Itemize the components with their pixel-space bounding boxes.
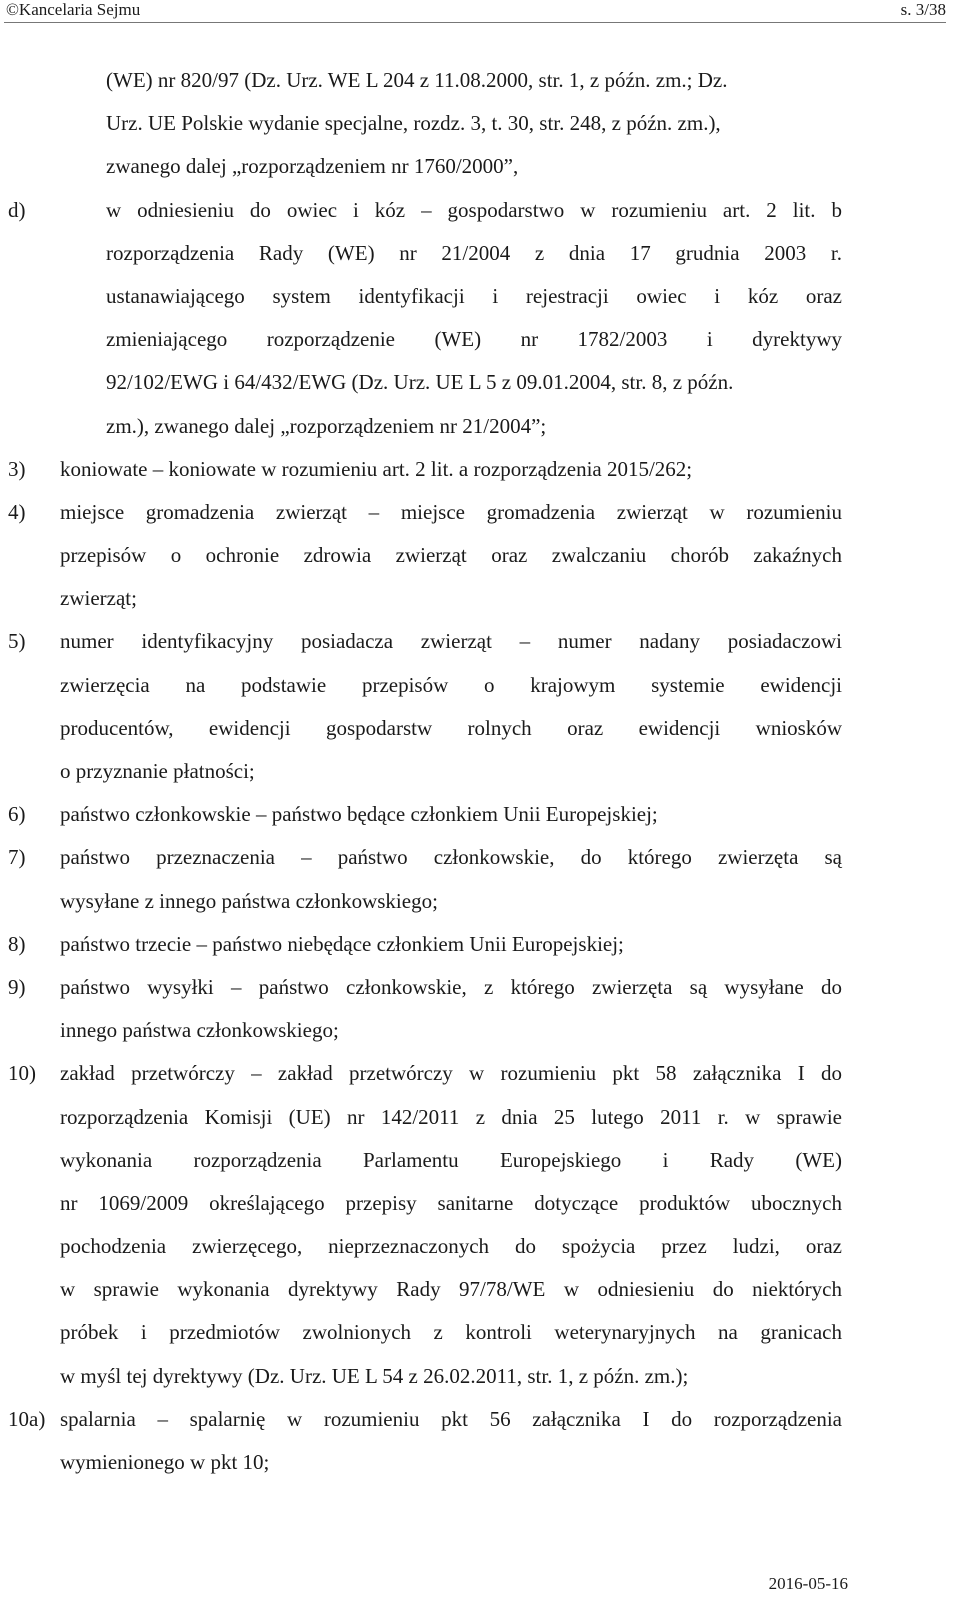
line-text: zmieniającego rozporządzenie (WE) nr 1782/2003 i dyrektywy [106, 327, 842, 352]
text-line [0, 836, 960, 879]
text-line [0, 664, 960, 707]
header-divider [4, 22, 946, 23]
line-text: o przyznanie płatności; [60, 759, 255, 783]
line-text: innego państwa członkowskiego; [60, 1018, 339, 1043]
text-line [0, 1182, 960, 1225]
line-text: zwierzęcia na podstawie przepisów o krajowym systemie ewidencji [60, 672, 842, 697]
line-text: w sprawie wykonania dyrektywy Rady 97/78/WE w odniesieniu do niektórych [60, 1277, 842, 1302]
document-body [0, 59, 960, 1484]
text-line [0, 1225, 960, 1268]
text-line [0, 361, 960, 404]
text-line [0, 275, 960, 318]
text-line [0, 102, 960, 145]
text-line [0, 1441, 960, 1484]
text-line [0, 189, 960, 232]
text-line [0, 1398, 960, 1441]
header-page-number: s. 3/38 [900, 0, 946, 19]
header-source: ©Kancelaria Sejmu [6, 0, 141, 19]
line-text: w myśl tej dyrektywy (Dz. Urz. UE L 54 z 26.02.2011, str. 1, z późn. zm.); [60, 1363, 689, 1388]
footer-date: 2016-05-16 [768, 1574, 848, 1593]
text-line [0, 1096, 960, 1139]
item-label: 9) [8, 974, 26, 999]
text-line [0, 59, 960, 102]
text-line [0, 318, 960, 361]
line-text: zakład przetwórczy – zakład przetwórczy w rozumieniu pkt 58 załącznika I do [60, 1061, 842, 1086]
item-label: d) [8, 197, 26, 222]
text-line [0, 232, 960, 275]
item-label: 3) [8, 456, 26, 481]
item-label: 7) [8, 845, 26, 870]
line-text: wykonania rozporządzenia Parlamentu Europejskiego i Rady (WE) [60, 1147, 842, 1172]
text-line [0, 491, 960, 534]
line-text: producentów, ewidencji gospodarstw rolnych oraz ewidencji wniosków [60, 715, 842, 740]
line-text: spalarnia – spalarnię w rozumieniu pkt 56 załącznika I do rozporządzenia [60, 1406, 842, 1431]
line-text: pochodzenia zwierzęcego, nieprzeznaczonych do spożycia przez ludzi, oraz [60, 1234, 842, 1259]
text-line [0, 1311, 960, 1354]
item-label: 10) [8, 1061, 36, 1086]
line-text: próbek i przedmiotów zwolnionych z kontroli weterynaryjnych na granicach [60, 1320, 842, 1345]
line-text: nr 1069/2009 określającego przepisy sanitarne dotyczące produktów ubocznych [60, 1190, 842, 1215]
line-text: rozporządzenia Rady (WE) nr 21/2004 z dnia 17 grudnia 2003 r. [106, 240, 842, 265]
text-line [0, 145, 960, 188]
text-line [0, 1268, 960, 1311]
line-text: w odniesieniu do owiec i kóz – gospodarstwo w rozumieniu art. 2 lit. b [106, 197, 842, 222]
line-text: (WE) nr 820/97 (Dz. Urz. WE L 204 z 11.08.2000, str. 1, z późn. zm.; Dz. [106, 68, 728, 92]
text-line [0, 448, 960, 491]
line-text: państwo trzecie – państwo niebędące członkiem Unii Europejskiej; [60, 931, 624, 956]
item-label: 10a) [8, 1406, 46, 1431]
item-label: 5) [8, 629, 26, 654]
text-line [0, 923, 960, 966]
text-line [0, 577, 960, 620]
line-text: państwo przeznaczenia – państwo członkowskie, do którego zwierzęta są [60, 845, 842, 870]
line-text: koniowate – koniowate w rozumieniu art. 2 lit. a rozporządzenia 2015/262; [60, 456, 693, 481]
page-header [0, 0, 946, 26]
line-text: zm.), zwanego dalej „rozporządzeniem nr 21/2004”; [106, 413, 547, 438]
line-text: wymienionego w pkt 10; [60, 1450, 270, 1474]
line-text: państwo członkowskie – państwo będące członkiem Unii Europejskiej; [60, 802, 658, 827]
line-text: przepisów o ochronie zdrowia zwierząt oraz zwalczaniu chorób zakaźnych [60, 543, 842, 568]
line-text: 92/102/EWG i 64/432/EWG (Dz. Urz. UE L 5 z 09.01.2004, str. 8, z późn. [106, 370, 734, 395]
text-line [0, 966, 960, 1009]
line-text: zwierząt; [60, 586, 137, 611]
text-line [0, 1052, 960, 1095]
text-line [0, 793, 960, 836]
text-line [0, 1009, 960, 1052]
text-line [0, 1139, 960, 1182]
text-line [0, 707, 960, 750]
item-label: 8) [8, 931, 26, 956]
item-label: 4) [8, 499, 26, 524]
text-line [0, 750, 960, 793]
line-text: miejsce gromadzenia zwierząt – miejsce gromadzenia zwierząt w rozumieniu [60, 499, 842, 524]
text-line [0, 620, 960, 663]
line-text: zwanego dalej „rozporządzeniem nr 1760/2000”, [106, 154, 519, 179]
line-text: ustanawiającego system identyfikacji i rejestracji owiec i kóz oraz [106, 283, 842, 308]
text-line [0, 1355, 960, 1398]
item-label: 6) [8, 802, 26, 827]
line-text: Urz. UE Polskie wydanie specjalne, rozdz. 3, t. 30, str. 248, z późn. zm.), [106, 111, 721, 136]
line-text: rozporządzenia Komisji (UE) nr 142/2011 z dnia 25 lutego 2011 r. w sprawie [60, 1104, 842, 1129]
line-text: państwo wysyłki – państwo członkowskie, z którego zwierzęta są wysyłane do [60, 974, 842, 999]
text-line [0, 534, 960, 577]
line-text: wysyłane z innego państwa członkowskiego; [60, 888, 438, 913]
text-line [0, 405, 960, 448]
text-line [0, 880, 960, 923]
line-text: numer identyfikacyjny posiadacza zwierząt – numer nadany posiadaczowi [60, 629, 842, 654]
